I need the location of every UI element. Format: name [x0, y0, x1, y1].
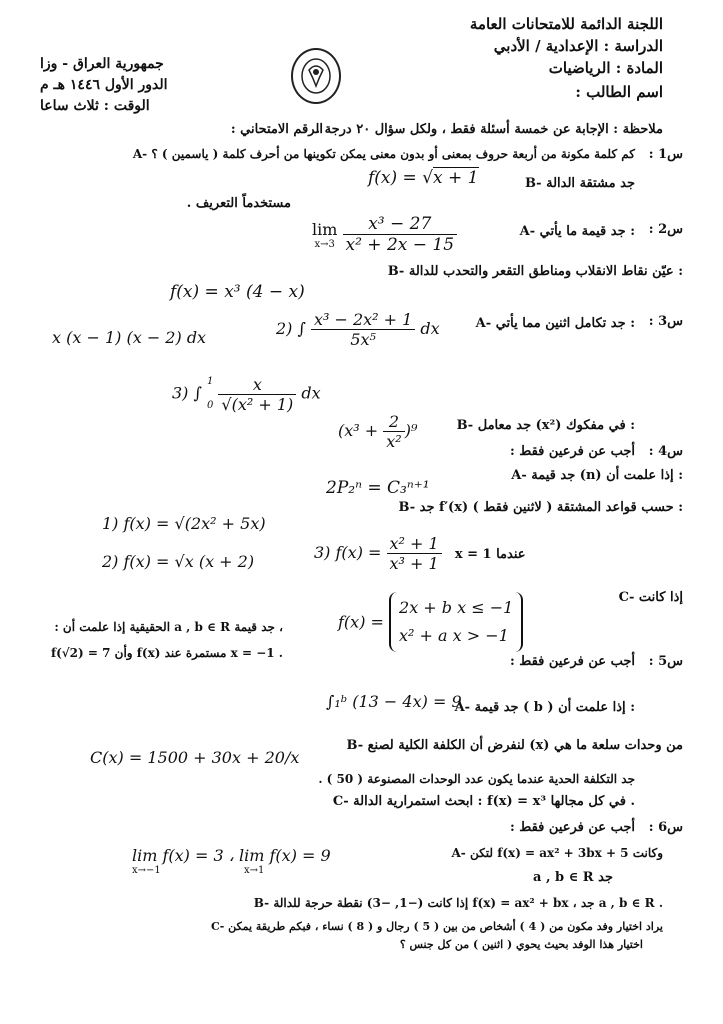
q4-b-text: B- جد f′(x) حسب قواعد المشتقة ( لاثنين فقط ) :	[398, 500, 683, 515]
q3-label: س3 :	[648, 314, 683, 329]
q4-a-text: A- جد قيمة (n) إذا علمت أن :	[511, 468, 683, 483]
q4-c-piecewise: f(x) = 2x + b x ≤ −1 x² + a x > −1	[338, 592, 523, 652]
ministry-seal-icon	[291, 48, 341, 104]
q5-b-equation: C(x) = 1500 + 30x + 20/x	[90, 748, 300, 767]
q2-limit: lim x→3 $\frac{\text{x³ − 27}}{\text{x² + 2x − 15}}$	[312, 214, 457, 255]
q6-a-text2: جد a , b ∈ R	[533, 870, 613, 885]
q6-label: س6 :	[648, 820, 683, 835]
q4-b-f1: 1) f(x) = √(2x² + 5x)	[102, 514, 266, 533]
q1-b-function: f(x) = √x + 1	[368, 168, 479, 188]
q5-b-text: B- لنفرض أن الكلفة الكلية لصنع (x) من وحدات سلعة ما هي	[346, 738, 683, 753]
q1-label: س1 :	[648, 147, 683, 162]
q1-a: A- كم كلمة مكونة من أربعة حروف بمعنى أو بدون معنى يمكن تكوينها من أحرف كلمة ( ياسمين ) ؟	[132, 147, 635, 161]
q6-c-text2: اختيار هذا الوفد بحيث يحوي ( اثنين ) من كل جنس ؟	[399, 938, 643, 951]
q1-b-text: B- جد مشتقة الدالة	[524, 176, 635, 191]
q3-integral-3: 3) ∫ 1 0 $\frac{x}{\text{√(x² + 1)}}$ dx	[172, 374, 321, 414]
q2-label: س2 :	[648, 222, 683, 237]
q5-c-text: C- ابحث استمرارية الدالة : f(x) = x³ في كل مجالها .	[332, 794, 635, 809]
q5-a-text: A- جد قيمة ( b ) إذا علمت أن :	[454, 700, 635, 715]
q4-c-text: C- إذا كانت	[618, 590, 683, 605]
q6-c-text: C- يراد اختيار وفد مكون من ( 4 ) أشخاص من بين ( 5 ) رجال و ( 8 ) نساء ، فبكم طريقة يمكن	[211, 920, 663, 933]
q4-a-equation: 2P₂ⁿ = C₃ⁿ⁺¹	[326, 478, 430, 498]
q5-intro: أجب عن فرعين فقط :	[509, 654, 635, 669]
q4-intro: أجب عن فرعين فقط :	[509, 444, 635, 459]
q4-c-line3: f(√2) = 7 وأن f(x) مستمرة عند x = −1 .	[50, 646, 283, 660]
q6-a-text: A- لتكن f(x) = ax² + 3bx + 5 وكانت	[451, 846, 663, 860]
q5-a-equation: ∫₁ᵇ (13 − 4x) = 9	[326, 692, 462, 711]
q6-a-limits: lim f(x) = 3 ، lim f(x) = 9 x→−1 x→1	[132, 846, 331, 876]
subject-line: المادة : الرياضيات	[548, 59, 663, 77]
q2-a: A- جد قيمة ما يأتي :	[519, 224, 635, 239]
q4-b-f2: 2) f(x) = √x (x + 2)	[102, 552, 255, 571]
exam-note: ملاحظة : الإجابة عن خمسة أسئلة فقط ، ولكل سؤال ٢٠ درجة .	[315, 122, 663, 137]
q4-c-line2: ، جد قيمة a , b ∈ R الحقيقية إذا علمت أن :	[54, 620, 283, 634]
q3-integral-2: 2) ∫ $\frac{\text{x³ − 2x² + 1}}{\text{5x⁵}}$ dx	[276, 310, 440, 349]
republic-line: جمهورية العراق - وزا	[40, 56, 164, 72]
study-line: الدراسة : الإعدادية / الأدبي	[493, 37, 663, 55]
q3-a: A- جد تكامل اثنين مما يأتي :	[475, 316, 635, 331]
time-line: الوقت : ثلاث ساعا	[40, 98, 150, 114]
q2-function: f(x) = x³ (4 − x)	[170, 282, 305, 302]
q2-b: B- عيّن نقاط الانقلاب ومناطق التقعر والتحدب للدالة :	[387, 264, 683, 279]
q3-b-expression: (x³ + $\frac{2}{\text{x²}}$ )⁹	[338, 412, 418, 451]
q6-b-text: B- إذا كانت (−1, −3) نقطة حرجة للدالة f(x) = ax² + bx ، جد a , b ∈ R .	[253, 896, 663, 910]
student-name-label: اسم الطالب :	[575, 83, 663, 101]
q4-label: س4 :	[648, 444, 683, 459]
q6-intro: أجب عن فرعين فقط :	[509, 820, 635, 835]
committee-title: اللجنة الدائمة للامتحانات العامة	[469, 15, 663, 33]
q5-b-text2: جد التكلفة الحدية عندما يكون عدد الوحدات المصنوعة ( 50 ) .	[318, 772, 635, 786]
q1-b-suffix: مستخدماً التعريف .	[186, 196, 291, 211]
round-line: الدور الأول ١٤٤٦ هـ م	[40, 77, 168, 93]
q3-b-text: B- جد معامل (x²) في مفكوك :	[456, 418, 635, 433]
exam-number-label: الرقم الامتحاني :	[230, 122, 323, 137]
q3-integral-1: x (x − 1) (x − 2) dx	[52, 328, 207, 347]
q5-label: س5 :	[648, 654, 683, 669]
q4-b-f3: 3) f(x) = $\frac{\text{x² + 1}}{\text{x³ + 1}}$ عندما x = 1	[314, 534, 526, 573]
